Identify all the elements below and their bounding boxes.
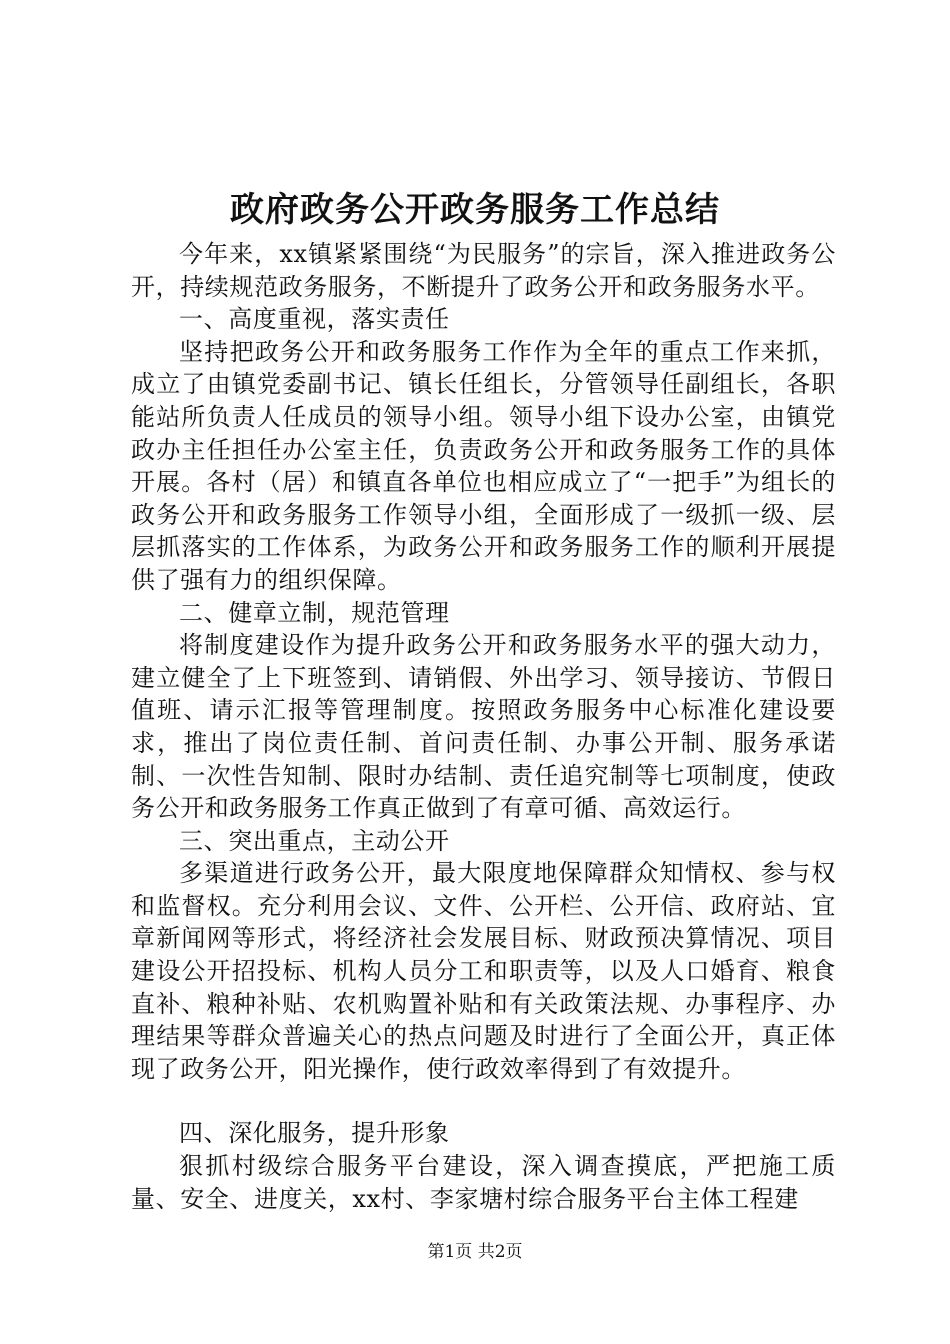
section-body-1: 坚持把政务公开和政务服务工作作为全年的重点工作来抓，成立了由镇党委副书记、镇长任组长，分管领导任副组长，各职能站所负责人任成员的领导小组。领导小组下设办公室，由镇党政办主任担任办公室主任，负责政务公开和政务服务工作的具体开展。各村（居）和镇直各单位也相应成立了“一把手”为组长的政务公开和政务服务工作领导小组，全面形成了一级抓一级、层层抓落实的工作体系，为政务公开和政务服务工作的顺利开展提供了强有力的组织保障。 <box>131 337 836 594</box>
section-heading-2: 二、健章立制，规范管理 <box>179 598 450 627</box>
section-body-2: 将制度建设作为提升政务公开和政务服务水平的强大动力，建立健全了上下班签到、请销假、外出学习、领导接访、节假日值班、请示汇报等管理制度。按照政务服务中心标准化建设要求，推出了岗位责任制、首问责任制、办事公开制、服务承诺制、一次性告知制、限时办结制、责任追究制等七项制度，使政务公开和政务服务工作真正做到了有章可循、高效运行。 <box>131 631 836 823</box>
section-body-4: 狠抓村级综合服务平台建设，深入调查摸底，严把施工质量、安全、进度关，xx村、李家塘村综合服务平台主体工程建 <box>131 1152 836 1213</box>
section-heading-4: 四、深化服务，提升形象 <box>179 1119 450 1148</box>
section-body-3: 多渠道进行政务公开，最大限度地保障群众知情权、参与权和监督权。充分利用会议、文件、公开栏、公开信、政府站、宜章新闻网等形式，将经济社会发展目标、财政预决算情况、项目建设公开招投标、机构人员分工和职责等，以及人口婚育、粮食直补、粮种补贴、农机购置补贴和有关政策法规、办事程序、办理结果等群众普遍关心的热点问题及时进行了全面公开，真正体现了政务公开，阳光操作，使行政效率得到了有效提升。 <box>131 859 836 1083</box>
page-footer: 第1页 共2页 <box>427 1242 523 1262</box>
section-heading-3: 三、突出重点，主动公开 <box>179 826 450 855</box>
document-title: 政府政务公开政务服务工作总结 <box>230 190 720 230</box>
document-body <box>131 238 836 1215</box>
intro-paragraph: 今年来，xx镇紧紧围绕“为民服务”的宗旨，深入推进政务公开，持续规范政务服务，不断提升了政务公开和政务服务水平。 <box>131 240 836 301</box>
paragraph-spacer <box>131 1085 836 1117</box>
section-heading-1: 一、高度重视，落实责任 <box>179 305 450 334</box>
